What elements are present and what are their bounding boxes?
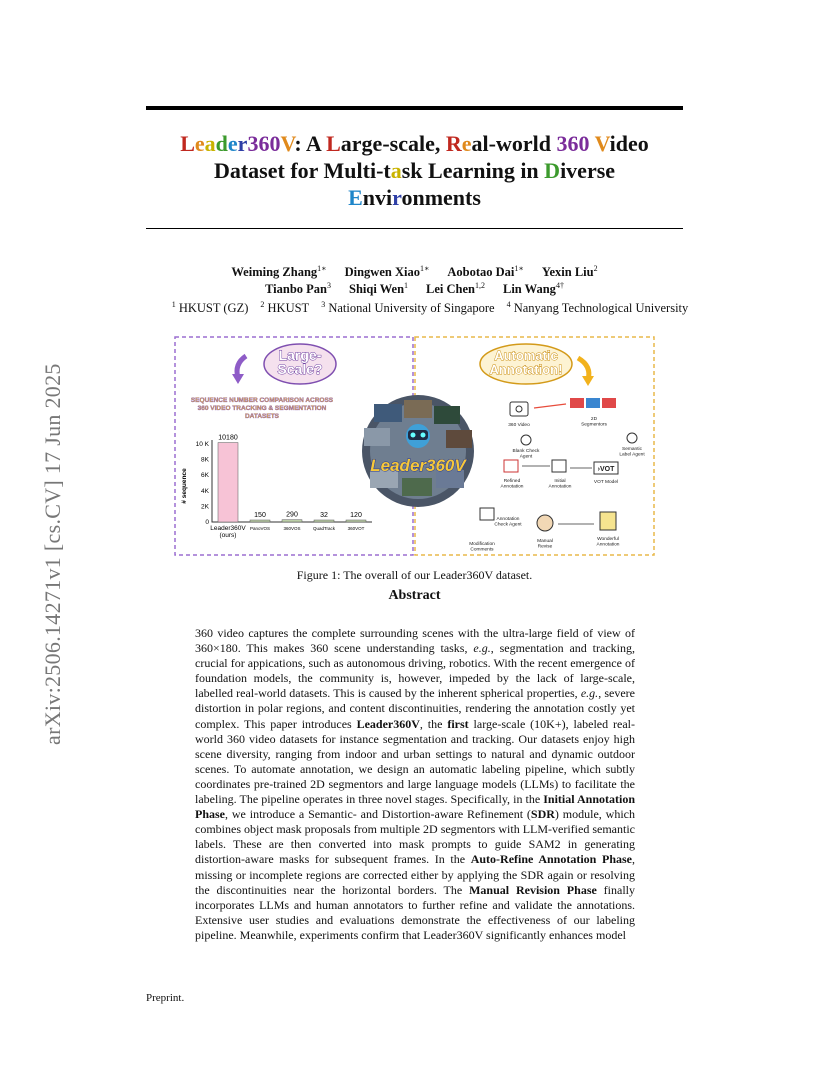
bar-value-label: 120 <box>350 512 362 519</box>
svg-text:ModificationComments: Modification Comments <box>469 542 495 553</box>
svg-text:Blank CheckAgent: Blank Check Agent <box>512 449 540 460</box>
svg-text:AnnotationCheck Agent: Annotation Check Agent <box>494 517 522 528</box>
footer-preprint: Preprint. <box>146 992 185 1004</box>
title-segment: a <box>204 131 216 156</box>
abstract-text: large-scale (10K+), labeled real-world 360 video datasets for instance segmentation and tracking. Our datasets enjoy high scene diversity, ranging from indoor and urban settings to natural and dynamic outdoor scenes. To automate annotation, we design an automatic labeling pipeline, which subtly coordinates pre-trained 2D segmentors and large language models (LLMs) to facilitate the labeling. The pipeline operates in three novel stages. Specifically, in the <box>195 716 635 807</box>
title-bottom-rule <box>146 228 683 229</box>
author-name: Tianbo Pan$^3$ <box>265 280 332 296</box>
bar <box>346 520 366 522</box>
title-segment: r <box>392 185 402 210</box>
affiliation: $^3$ National University of Singapore <box>321 299 495 315</box>
y-axis-label: # sequence <box>181 468 188 504</box>
title-segment: r <box>237 131 248 156</box>
author-name: Shiqi Wen$^1$ <box>349 280 409 296</box>
abstract-bold-term: Manual Revision Phase <box>469 882 597 897</box>
svg-text:ManualRevise: Manual Revise <box>537 539 553 550</box>
svg-text:VOT Model: VOT Model <box>593 480 619 485</box>
bar-value-label: 150 <box>254 512 266 519</box>
abstract-text: , segmentation and tracking, crucial for appications, such as autonomous driving, robotics. With the recent emergence of foundation models, the community is, however, impeded by the lack of large-scale, labelled real-world datasets. This is caused by the inherent spherical properties, <box>195 641 635 701</box>
svg-text:SemanticLabel Agent: Semantic Label Agent <box>619 447 645 458</box>
abstract-italic: e.g. <box>580 686 599 701</box>
category-label: 360VOS <box>283 526 301 531</box>
author-list <box>146 264 683 298</box>
affiliation: $^2$ HKUST <box>260 299 310 315</box>
bar-value-label: 10180 <box>218 434 238 442</box>
figure-1-graphic <box>174 336 656 558</box>
2d-segmentor-screen-2 <box>586 398 600 408</box>
affiliation: $^1$ HKUST (GZ) <box>171 299 249 315</box>
bar <box>282 520 302 522</box>
category-label: QuadTrack <box>312 526 336 531</box>
title-segment: 6 <box>258 131 270 156</box>
arxiv-identifier[interactable]: arXiv:2506.14271v1 [cs.CV] 17 Jun 2025 <box>40 363 65 745</box>
abstract-italic: e.g. <box>473 641 491 656</box>
title-segment: e <box>194 131 205 156</box>
title-segment: ideo <box>609 131 649 156</box>
y-tick-label: 2K <box>201 503 209 511</box>
refined-annotation-icon <box>504 460 518 472</box>
initial-annotation-icon <box>552 460 566 472</box>
large-scale-badge-label: Large-Scale? <box>277 347 323 377</box>
abstract-text: 360 video captures the complete surrounding scenes with the ultra-large field of view of 360×180. This makes 360 scene understanding tasks, <box>195 626 635 656</box>
title-segment: a <box>390 158 402 183</box>
bar <box>250 520 270 522</box>
caption-text: The overall of our Leader360V dataset. <box>343 568 533 582</box>
title-segment: arge-scale, <box>340 131 446 156</box>
title-top-rule <box>146 106 683 110</box>
bar-value-label: 32 <box>320 512 328 519</box>
author-name: Lei Chen$^{1,2}$ <box>426 280 485 296</box>
title-segment: E <box>348 185 363 210</box>
category-label: 360VOT <box>347 526 365 531</box>
abstract-bold-term: Leader360V <box>356 716 420 731</box>
y-tick-label: 4K <box>201 487 209 495</box>
360-video-icon <box>510 402 528 416</box>
affiliations <box>120 301 740 316</box>
manual-revise-icon <box>537 515 553 531</box>
svg-text:›VOT: ›VOT <box>597 466 615 473</box>
y-tick-label: 0 <box>205 519 209 526</box>
title-segment: d <box>215 131 228 156</box>
title-segment: sk Learning in <box>401 158 545 183</box>
category-label: Leader360V (ours) <box>210 525 246 539</box>
bar <box>218 443 238 522</box>
title-segment: V <box>280 131 295 156</box>
svg-text:360 Video: 360 Video <box>508 423 530 428</box>
abstract-text: ) module, which combines object mask proposals from multiple 2D segmentors with LLM-verified semantic labels. These are then converted into mask prompts to guide SAM2 in generating distortion-aware masks for subsequent frames. In the <box>195 807 635 867</box>
abstract-text: , we introduce a Semantic- and Distortion-aware Refinement ( <box>225 807 531 822</box>
author-name: Dingwen Xiao$^{1∗}$ <box>344 263 430 279</box>
bar <box>314 520 334 522</box>
svg-text:WonderfulAnnotation: Wonderful Annotation <box>596 537 620 548</box>
y-tick-label: 6K <box>201 472 209 480</box>
y-tick-label: 10 K <box>195 441 209 448</box>
annotation-check-agent-icon <box>480 508 494 520</box>
title-segment: L <box>326 131 341 156</box>
figure-caption <box>146 568 683 583</box>
y-tick-label: 8K <box>201 456 209 464</box>
author-row-1 <box>146 264 683 281</box>
abstract-heading: Abstract <box>388 588 441 603</box>
leader360v-logo: Leader360V <box>370 456 466 475</box>
svg-text:RefinedAnnotation: Refined Annotation <box>500 479 524 490</box>
abstract-bold-term: first <box>447 716 469 731</box>
author-name: Lin Wang$^{4\dagger}$ <box>503 280 564 296</box>
abstract-text: , severe distortion in polar regions, and content discontinuities, rendering the annotation costly yet complex. This paper introduces <box>195 686 636 731</box>
2d-segmentor-screen-1 <box>570 398 584 408</box>
center-photo-collage <box>362 395 474 507</box>
category-label: PanoVOS <box>249 526 271 531</box>
title-segment: V <box>594 131 610 156</box>
title-segment: al-world <box>471 131 557 156</box>
title-segment: 0 <box>269 131 281 156</box>
2d-segmentor-screen-3 <box>602 398 616 408</box>
svg-text:InitialAnnotation: Initial Annotation <box>548 479 572 490</box>
caption-label: Figure 1: <box>296 568 341 582</box>
abstract-bold-term: Auto-Refine Annotation Phase <box>470 852 632 867</box>
automatic-annotation-badge-label: Automatic Annotation! <box>489 348 563 377</box>
abstract-bold-term: SDR <box>530 807 555 822</box>
title-segment: 360 <box>556 131 590 156</box>
title-segment: nvi <box>362 185 393 210</box>
author-row-2 <box>146 281 683 298</box>
abstract-bold-term: Initial Annotation Phase <box>195 792 635 822</box>
title-segment: iverse <box>560 158 616 183</box>
abstract-text: , the <box>419 716 448 731</box>
title-segment: : A <box>294 131 327 156</box>
author-name: Yexin Liu$^2$ <box>541 263 598 279</box>
wonderful-annotation-icon <box>600 512 616 530</box>
title-segment: L <box>180 131 195 156</box>
title-segment: 3 <box>247 131 259 156</box>
figure-1 <box>174 336 656 558</box>
title-segment: Dataset for Multi-t <box>213 158 391 183</box>
semantic-agent-icon <box>627 433 637 443</box>
abstract-body <box>195 626 635 943</box>
title-segment: R <box>445 131 462 156</box>
blank-check-agent-icon <box>521 435 531 445</box>
title-segment: e <box>461 131 472 156</box>
bar-value-label: 290 <box>286 511 298 519</box>
author-name: Aobotao Dai$^{1∗}$ <box>447 263 524 279</box>
title-segment: e <box>227 131 238 156</box>
abstract-text: finally incorporates LLMs and human annotators to further refine and validate the annotations. Extensive user studies and evaluations demonstrate the effectiveness of our labeling pipeline. Meanwhile, experiments confirm that Leader360V significantly enhances model <box>195 882 635 942</box>
title-segment: D <box>544 158 561 183</box>
abstract-text: , missing or incomplete regions are corrected either by applying the SDR again or resolving the discontinuities near the horizontal borders. The <box>195 852 635 897</box>
author-name: Weiming Zhang$^{1∗}$ <box>231 263 327 279</box>
affiliation: $^4$ Nanyang Technological University <box>506 299 689 315</box>
svg-text:2DSegmentors: 2D Segmentors <box>581 417 607 428</box>
chart-title: SEQUENCE NUMBER COMPARISON ACROSS 360 VIDEO TRACKING & SEGMENTATION DATASETS <box>190 397 334 420</box>
title-segment: onments <box>401 185 481 210</box>
paper-title <box>146 130 683 211</box>
